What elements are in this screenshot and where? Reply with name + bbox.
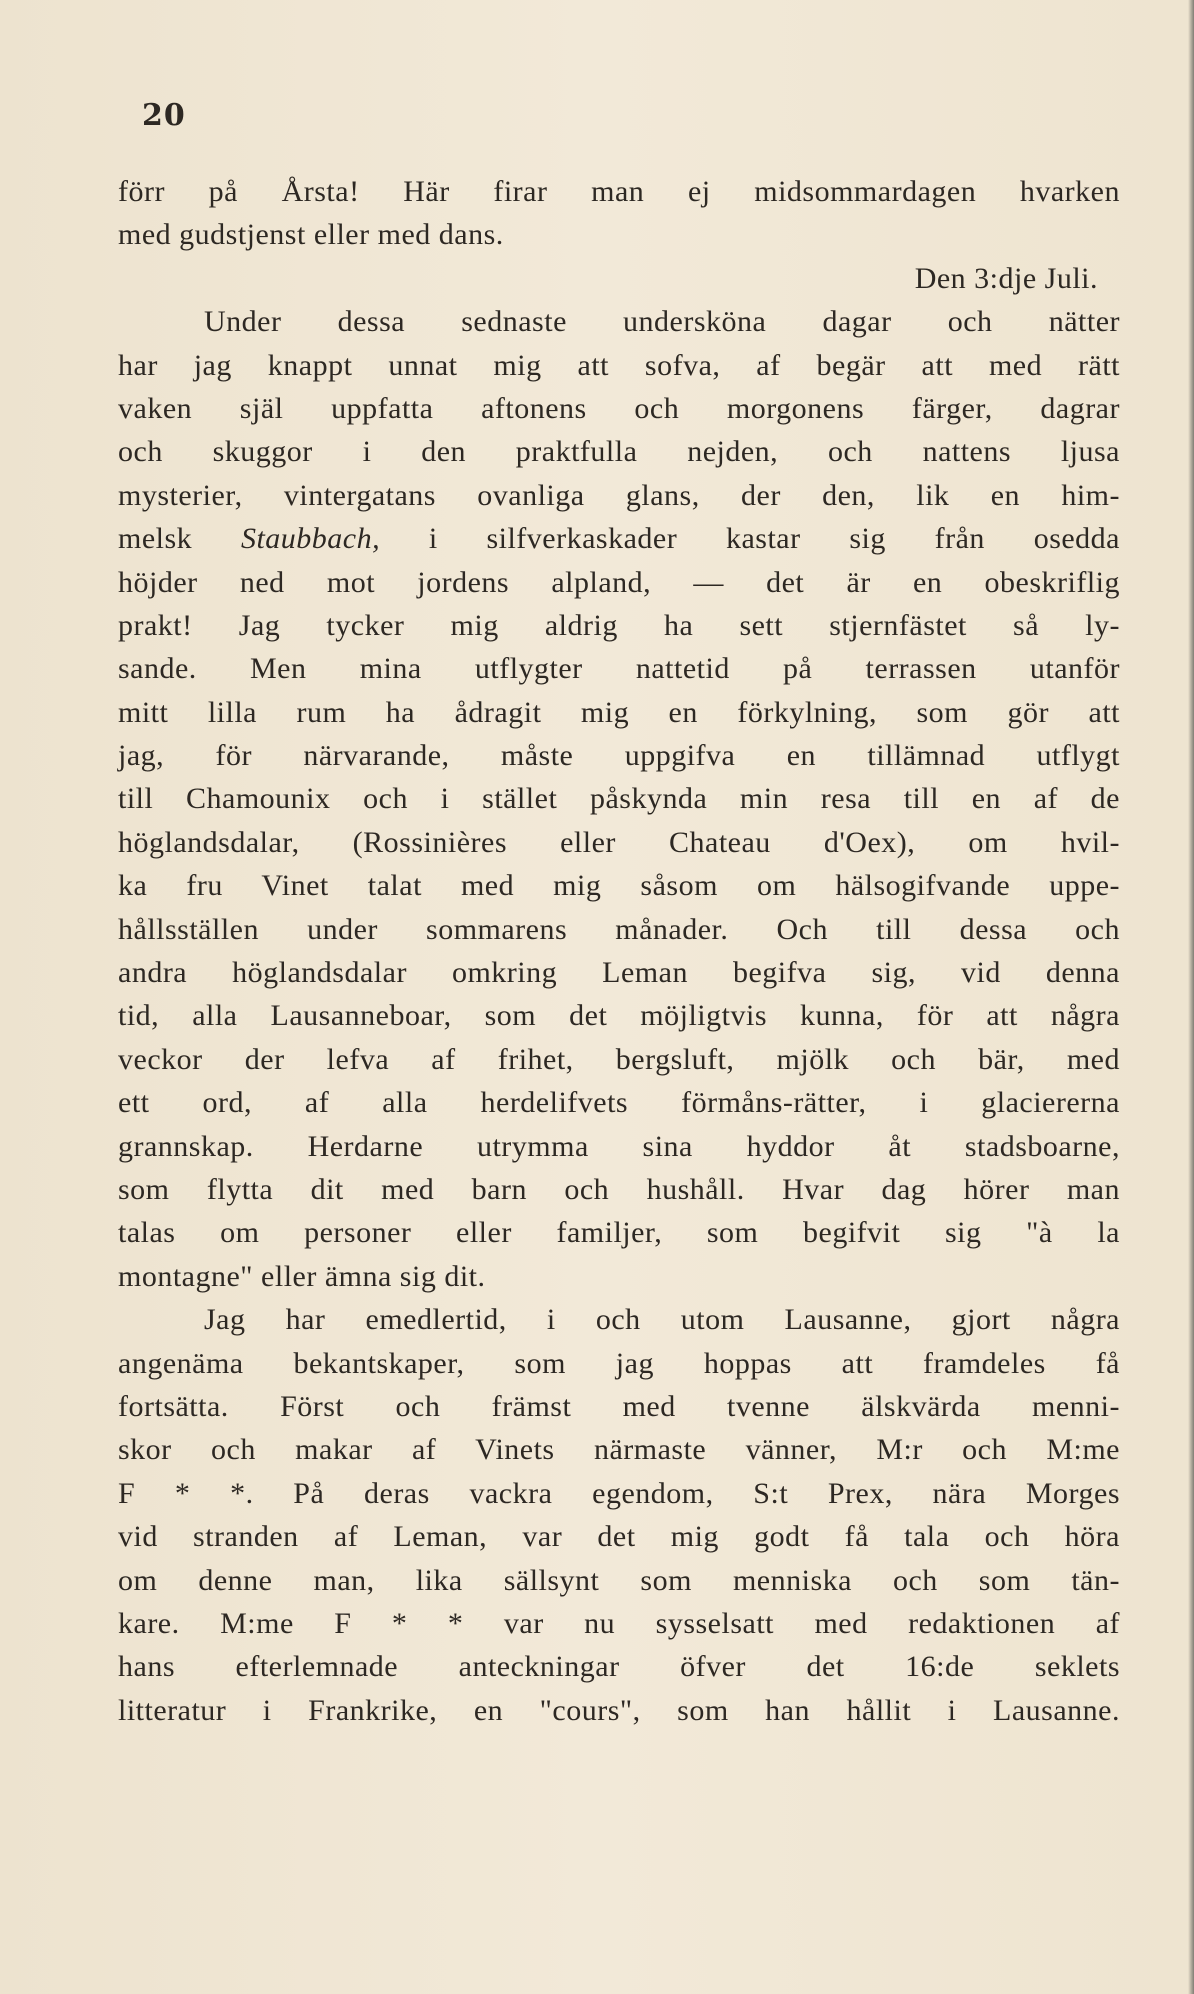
text-line: ka fru Vinet talat med mig såsom om hälsogifvande uppe- bbox=[118, 869, 1120, 903]
page-number: 20 bbox=[142, 98, 186, 133]
date-heading: Den 3:dje Juli. bbox=[914, 261, 1098, 295]
text-line: om denne man, lika sällsynt som menniska och som tän- bbox=[118, 1563, 1120, 1597]
text-line: förr på Årsta! Här firar man ej midsommardagen hvarken bbox=[118, 175, 1120, 208]
text-line: angenäma bekantskaper, som jag hoppas att framdeles få bbox=[118, 1346, 1120, 1380]
text-line: F * *. På deras vackra egendom, S:t Prex, nära Morges bbox=[118, 1476, 1120, 1510]
text-line: som flytta dit med barn och hushåll. Hvar dag hörer man bbox=[118, 1172, 1120, 1206]
text-line: tid, alla Lausanneboar, som det möjligtvis kunna, för att några bbox=[118, 999, 1120, 1033]
text-line: hållsställen under sommarens månader. Och till dessa och bbox=[118, 912, 1120, 946]
text-line: jag, för närvarande, måste uppgifva en tillämnad utflygt bbox=[118, 739, 1120, 773]
text-fragment: melsk bbox=[118, 522, 193, 556]
text-line: litteratur i Frankrike, en "cours", som han hållit i Lausanne. bbox=[118, 1693, 1120, 1727]
text-line: till Chamounix och i stället påskynda min resa till en af de bbox=[118, 782, 1120, 816]
text-line: ett ord, af alla herdelifvets förmåns-rätter, i glaciererna bbox=[118, 1086, 1120, 1120]
text-line: prakt! Jag tycker mig aldrig ha sett stjernfästet så ly- bbox=[118, 608, 1120, 642]
text-line: hans efterlemnade anteckningar öfver det 16:de seklets bbox=[118, 1650, 1120, 1684]
text-line: andra höglandsdalar omkring Leman begifva sig, vid denna bbox=[118, 956, 1120, 990]
text-line: höglandsdalar, (Rossinières eller Chateau d'Oex), om hvil- bbox=[118, 825, 1120, 859]
text-line: veckor der lefva af frihet, bergsluft, mjölk och bär, med bbox=[118, 1042, 1120, 1076]
text-line: vid stranden af Leman, var det mig godt få tala och höra bbox=[118, 1520, 1120, 1554]
text-line: höjder ned mot jordens alpland, — det är en obeskriflig bbox=[118, 565, 1120, 599]
text-line: med gudstjenst eller med dans. bbox=[118, 218, 504, 252]
text-line: mysterier, vintergatans ovanliga glans, der den, lik en him- bbox=[118, 478, 1120, 512]
text-line: skor och makar af Vinets närmaste vänner, M:r och M:me bbox=[118, 1433, 1120, 1467]
text-fragment: i silfverkaskader kastar sig från osedda bbox=[428, 522, 1120, 556]
text-line: kare. M:me F * * var nu sysselsatt med redaktionen af bbox=[118, 1606, 1120, 1640]
emphasized-word: Staubbach, bbox=[240, 522, 381, 556]
text-line: montagne" eller ämna sig dit. bbox=[118, 1259, 486, 1293]
text-line: har jag knappt unnat mig att sofva, af begär att med rätt bbox=[118, 348, 1120, 382]
text-line: mitt lilla rum ha ådragit mig en förkylning, som gör att bbox=[118, 695, 1120, 729]
text-line bbox=[118, 517, 1120, 560]
text-line: och skuggor i den praktfulla nejden, och nattens ljusa bbox=[118, 435, 1120, 469]
paragraph-start: Under dessa sednaste undersköna dagar och nätter bbox=[204, 305, 1120, 339]
text-line: vaken själ uppfatta aftonens och morgonens färger, dagrar bbox=[118, 391, 1120, 425]
text-line: sande. Men mina utflygter nattetid på terrassen utanför bbox=[118, 652, 1120, 686]
paragraph-start: Jag har emedlertid, i och utom Lausanne, gjort några bbox=[204, 1303, 1120, 1337]
body-text bbox=[118, 170, 1120, 1732]
text-line: fortsätta. Först och främst med tvenne älskvärda menni- bbox=[118, 1389, 1120, 1423]
text-line: talas om personer eller familjer, som begifvit sig "à la bbox=[118, 1216, 1120, 1250]
text-line: grannskap. Herdarne utrymma sina hyddor åt stadsboarne, bbox=[118, 1129, 1120, 1163]
page-edge-shadow bbox=[1188, 0, 1194, 1994]
